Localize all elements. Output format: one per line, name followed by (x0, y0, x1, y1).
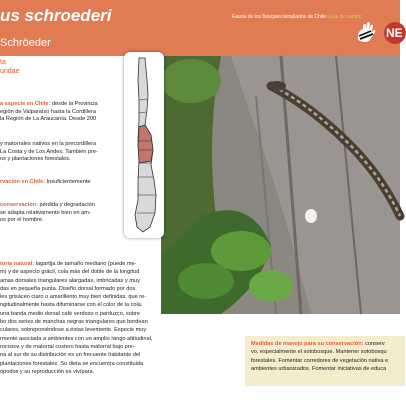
history-line-1 (0, 260, 165, 268)
conservation-status (0, 179, 90, 187)
threats-line-3: os por el hombre. (0, 217, 44, 224)
history-line-3: amas dorsales triangulares alargadas, imbricadas y muy (0, 277, 140, 284)
hand-logo-icon (354, 20, 380, 46)
threats-line-2: se adapta relativamente bien en am- (0, 209, 91, 216)
history-line-2: m) y de aspecto grácil, cola más del doble de la longitud (0, 269, 140, 276)
management-line-4: ambientes urbanizados. Fomentar iniciativas de educa (251, 365, 387, 372)
management-line-3: forestales. Fomentar corredores de vegetación nativa e (251, 357, 389, 364)
history-line-7: una banda medio dorsal café verdoso o parduzco, sobre (0, 310, 140, 317)
status-line-1: ta (0, 59, 6, 66)
conservation-value: Insuficientemente (45, 179, 91, 185)
natural-history-paragraph (0, 260, 165, 376)
history-line-12: na al sur de su distribución es un frecuente habitante del (0, 352, 141, 359)
threats-line-1 (0, 202, 95, 210)
history-line-10: rmente asociada a ambientes con un amplio rango altitudinal, (0, 335, 153, 342)
range-line-2: egión de Valparaíso hasta la Cordillera (0, 108, 96, 115)
threats-text-1: pérdida y degradación (37, 202, 95, 208)
range-line-3: la Región de La Araucanía. Desde 200 (0, 116, 97, 123)
management-line-1 (251, 340, 400, 348)
species-title: us schroederi (0, 6, 112, 25)
threats-paragraph (0, 202, 95, 225)
range-text-1: desde la Provincia (50, 101, 98, 107)
management-text-1: conserv (363, 341, 385, 347)
habitat-paragraph (0, 141, 98, 164)
distribution-map (124, 52, 164, 238)
chile-map-icon (127, 55, 161, 235)
history-line-5: les grisáceo claro o amarillento muy bien definidas, que re- (0, 294, 147, 301)
range-paragraph (0, 101, 98, 124)
history-line-13: plantaciones forestales. Su dieta se encuentra constituida (0, 360, 144, 367)
status-text (0, 59, 19, 76)
history-line-9: culares, sobreponiéndose a éstas levemente. Especie muy (0, 327, 147, 334)
history-label: toria natural: (0, 261, 35, 267)
series-subtitle-text: Guía de campo (327, 14, 362, 20)
conservation-label: rvación en Chile: (0, 179, 46, 185)
history-line-6: ngitudinalmente hasta difuminarse con el color de la cola. (0, 302, 143, 309)
status-line-2: uridae (0, 67, 20, 75)
status-badge: NE (384, 22, 406, 44)
series-title (232, 14, 362, 20)
habitat-line-1: y matorrales nativos en la precordillera (0, 141, 97, 147)
range-label: a especie en Chile: (0, 101, 51, 107)
threats-label: conservación: (0, 202, 38, 208)
history-line-11: rocosos y de matorral costero hasta matorral bajo pre- (0, 343, 135, 350)
range-line-1 (0, 101, 98, 109)
species-author: Schröeder (0, 37, 51, 49)
series-title-text: Fauna de los Bosques templados de Chile (232, 14, 326, 20)
history-text-1: lagartija de tamaño mediano (puede me- (34, 261, 137, 267)
habitat-line-3: os y plantaciones forestales. (0, 156, 71, 163)
history-line-4: das en pequeña punta. Diseño dorsal formado por dos (0, 285, 136, 292)
management-label: Medidas de manejo para su conservación: (251, 341, 364, 347)
management-paragraph (251, 340, 400, 373)
habitat-line-2: La Costa y de Los Andes. También pre- (0, 148, 98, 155)
history-line-14: ópodos y su reproducción es vivípara. (0, 368, 95, 375)
management-line-2: vo, especialmente el sotobosque. Mantener sotobosqu (251, 349, 387, 356)
lizard-photo (161, 56, 400, 314)
history-line-8: bo dos series de manchas negras triangulares que bordean (0, 319, 148, 326)
